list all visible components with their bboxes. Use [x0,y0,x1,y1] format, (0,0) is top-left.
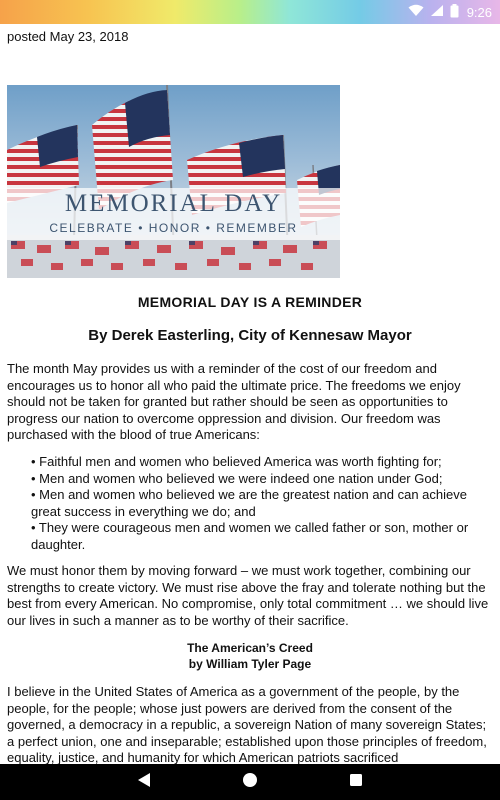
list-item: • Men and women who believed we were indeed one nation under God; [31,470,443,486]
status-icons [408,0,492,24]
banner-subtitle: CELEBRATE • HONOR • REMEMBER [49,221,298,235]
bullet-list [31,454,493,553]
memorial-day-banner-image[interactable] [7,85,340,278]
article-content[interactable] [0,24,500,764]
back-button[interactable] [124,764,164,800]
recents-icon [349,773,363,792]
back-icon [137,772,151,793]
list-item: • They were courageous men and women we called father or son, mother or daughter. [31,520,469,552]
paragraph-honor: We must honor them by moving forward – we must work together, combining our strengths to create victory. We must rise above the fray and tolerate nothing but the best from every American. No compromise, only total commitment … we should live our lives in such a manner as to be worthy of their sacrifice. [7,563,489,628]
article-headline: MEMORIAL DAY IS A REMINDER [137,294,363,310]
flags-illustration [7,85,340,278]
home-icon [242,772,258,793]
home-button[interactable] [230,764,270,800]
creed-author: by William Tyler Page [188,657,312,671]
creed-title: The American’s Creed [187,641,313,655]
signal-icon [430,4,444,20]
status-time: 9:26 [466,4,492,20]
list-item: • Men and women who believed we are the greatest nation and can achieve great success in everything we do; and [31,487,467,519]
list-item: • Faithful men and women who believed America was worth fighting for; [31,454,442,469]
wifi-icon [408,4,424,20]
creed-heading [0,640,500,672]
paragraph-intro: The month May provides us with a reminder of the cost of our freedom and encourages us to honor all who paid the ultimate price. The freedoms we enjoy should not be taken for granted but rather should be seen as opportunities to progress our nation to overcome oppression and division. Our freedom was purchased with the blood of true Americans: [7,361,461,442]
status-bar [0,0,500,24]
article-byline: By Derek Easterling, City of Kennesaw Mayor [88,327,412,344]
recents-button[interactable] [336,764,376,800]
paragraph-creed: I believe in the United States of America as a government of the people, by the people, for the people; whose just powers are derived from the consent of the governed, a democracy in a republic, a sovereign Nation of many sovereign States; a perfect union, one and inseparable; established upon those principles of freedom, equality, justice, and humanity for which American patriots sacrificed [7,684,487,764]
navigation-bar [0,764,500,800]
battery-icon [450,4,459,21]
posted-date: posted May 23, 2018 [7,29,129,44]
banner-title: MEMORIAL DAY [64,190,283,217]
